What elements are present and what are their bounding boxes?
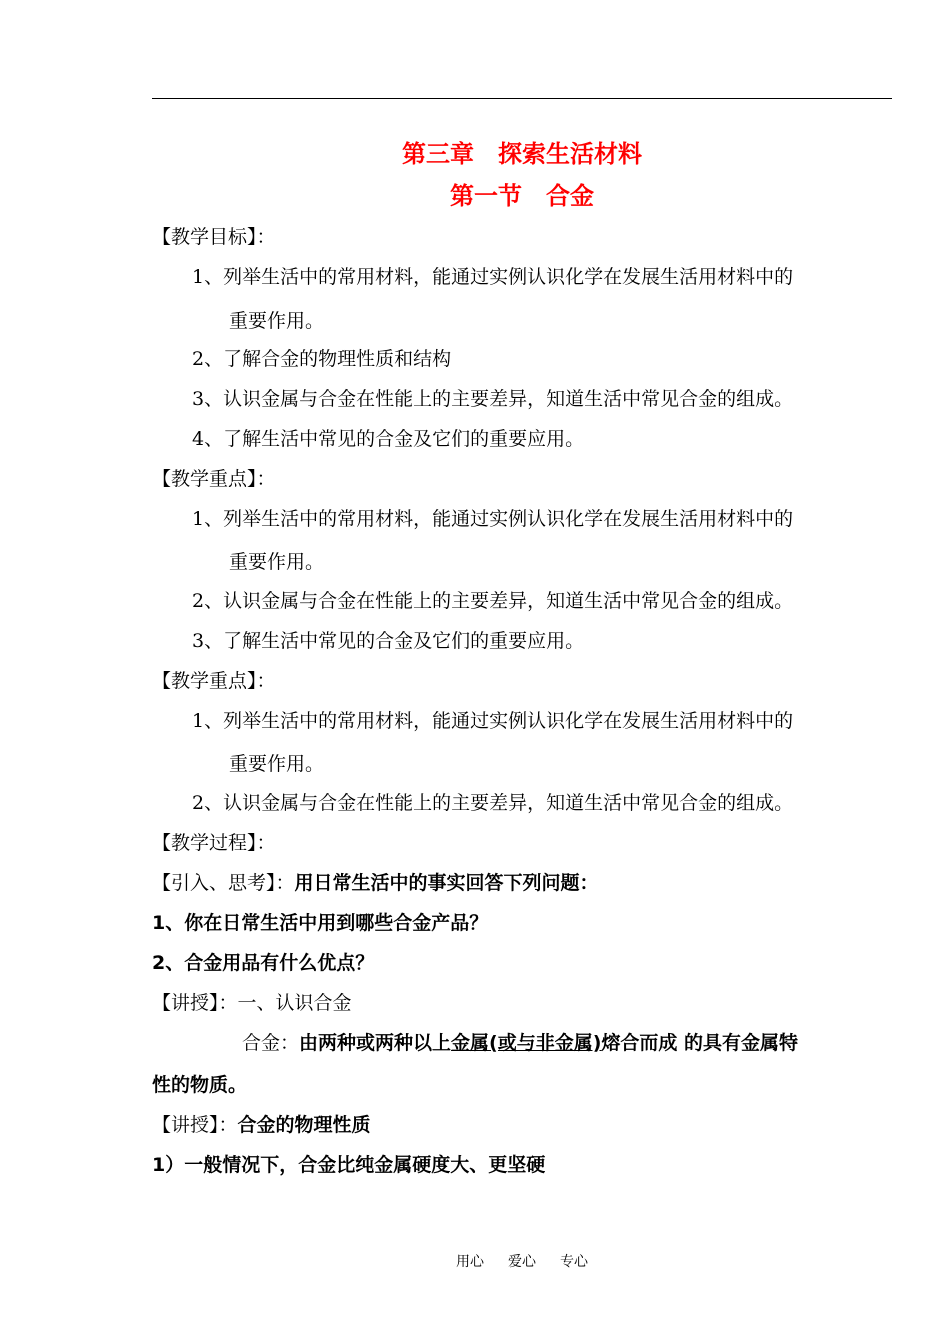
objective-item: 重要作用。 (229, 310, 325, 332)
intro-line (152, 869, 892, 897)
objective-item: 3、认识金属与合金在性能上的主要差异，知道生活中常见合金的组成。 (192, 388, 794, 410)
intro-text: 用日常生活中的事实回答下列问题： (294, 872, 599, 894)
definition-label: 合金： (242, 1032, 300, 1054)
objective-item: 2、了解合金的物理性质和结构 (192, 348, 452, 370)
key-point-item: 1、列举生活中的常用材料，能通过实例认识化学在发展生活用材料中的 (192, 508, 794, 530)
lecture-text: 一、认识合金 (237, 992, 352, 1014)
process-heading: 【教学过程】： (152, 832, 276, 854)
header-rule (152, 98, 892, 99)
lecture-label-2: 【讲授】： (152, 1114, 238, 1136)
footer-word: 爱心 (508, 1254, 536, 1270)
lecture-label: 【讲授】： (152, 992, 238, 1014)
key-points-heading-2: 【教学重点】： (152, 670, 276, 692)
definition-line (242, 1029, 892, 1057)
chapter-title: 第三章 探索生活材料 (402, 140, 642, 168)
objective-item: 1、列举生活中的常用材料，能通过实例认识化学在发展生活用材料中的 (192, 266, 794, 288)
page-footer (152, 1252, 892, 1272)
question-2: 2、合金用品有什么优点？ (152, 952, 375, 974)
key-points-heading: 【教学重点】： (152, 468, 276, 490)
lecture-line-1 (152, 989, 892, 1017)
key-point-item: 重要作用。 (229, 551, 325, 573)
lecture-line-2 (152, 1111, 892, 1139)
key-point-item: 1、列举生活中的常用材料，能通过实例认识化学在发展生活用材料中的 (192, 710, 794, 732)
key-point-item: 2、认识金属与合金在性能上的主要差异，知道生活中常见合金的组成。 (192, 792, 794, 814)
section-title: 第一节 合金 (450, 182, 594, 210)
key-point-item: 2、认识金属与合金在性能上的主要差异，知道生活中常见合金的组成。 (192, 590, 794, 612)
key-point-item: 重要作用。 (229, 753, 325, 775)
definition-continued: 性的物质。 (152, 1074, 248, 1096)
key-point-item: 3、了解生活中常见的合金及它们的重要应用。 (192, 630, 585, 652)
physical-property-point-1: 1）一般情况下，合金比纯金属硬度大、更坚硬 (152, 1154, 546, 1176)
footer-word: 专心 (560, 1254, 588, 1270)
definition-part-1: 由两种或两种以上 (299, 1032, 452, 1054)
definition-part-2: 熔合而成 的具有金属特 (601, 1032, 799, 1054)
objective-item: 4、了解生活中常见的合金及它们的重要应用。 (192, 428, 585, 450)
question-1: 1、你在日常生活中用到哪些合金产品？ (152, 912, 489, 934)
footer-word: 用心 (456, 1254, 484, 1270)
intro-label: 【引入、思考】： (152, 872, 295, 894)
objectives-heading: 【教学目标】： (152, 226, 276, 248)
definition-underlined: 金属(或与非金属) (451, 1032, 602, 1054)
lecture-text-2: 合金的物理性质 (237, 1114, 371, 1136)
